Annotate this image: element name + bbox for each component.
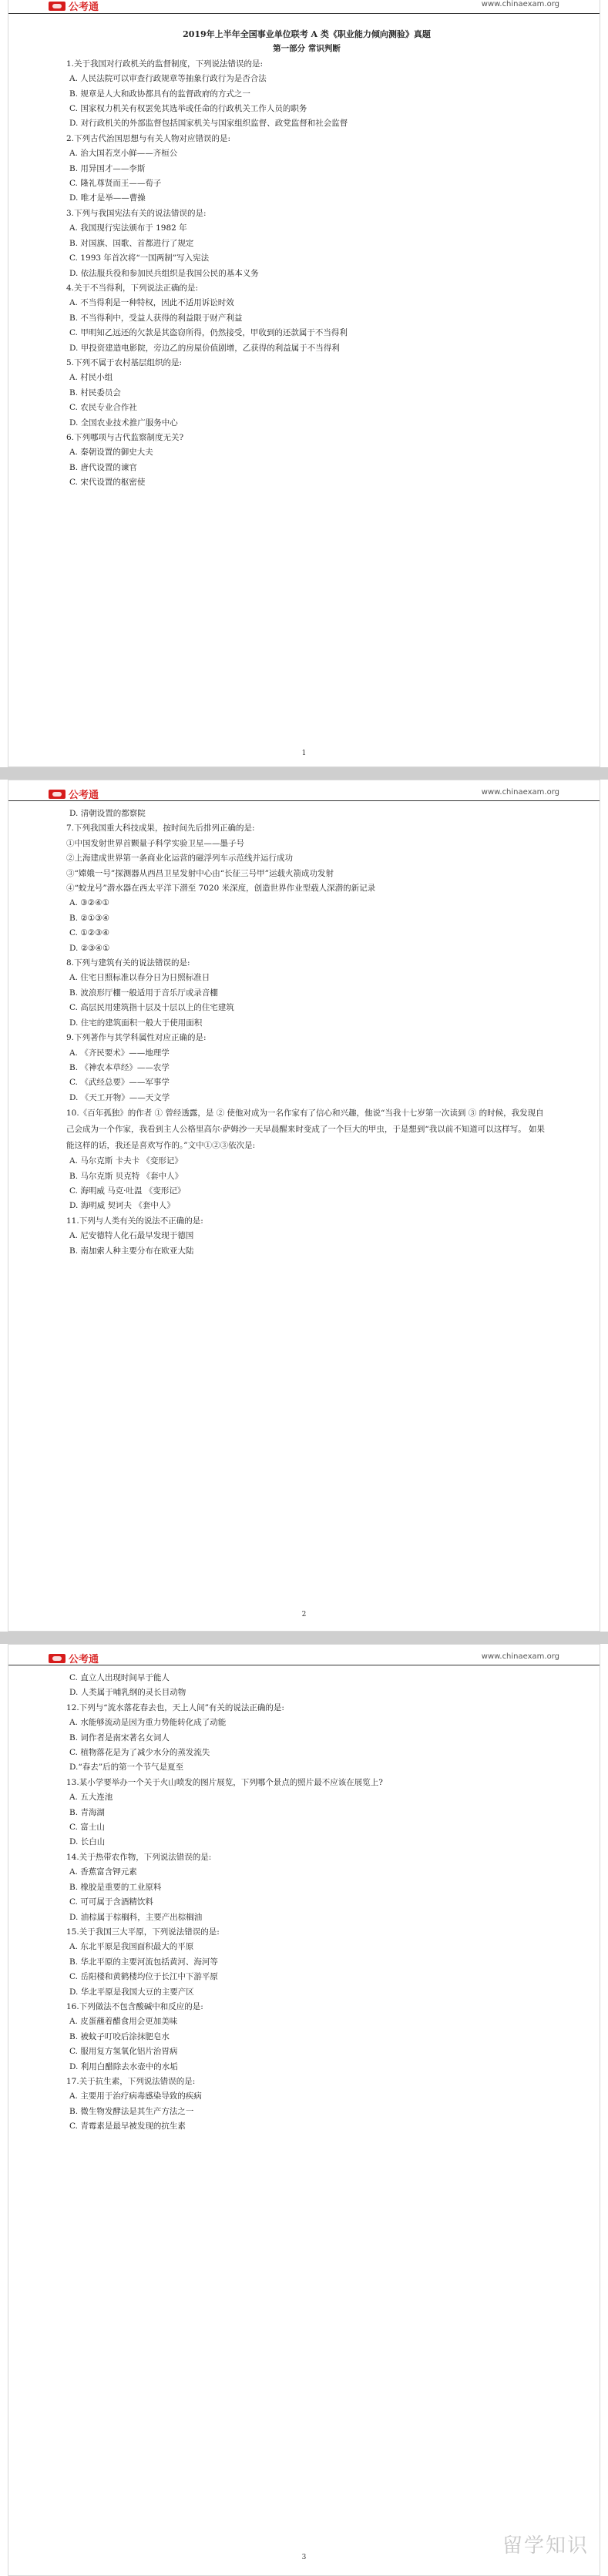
question-paragraph: 10.《百年孤独》的作者 ① 曾经透露，是 ② 使他对成为一名作家有了信心和兴趣，他说“当我十七岁第一次读到 ③ 的时候，我发现自己会成为一个作家，我看到主人公格里高尔·萨姆沙一天早晨醒来时变成了一个巨大的甲虫，于是想到“我以前不知道可以这样写。 如果能这样的话，我还是喜欢写作的。”文中①②③依次是: [66, 1109, 546, 1151]
answer-option: D. 全国农业技术推广服务中心 [69, 418, 178, 428]
question-line: ②上海建成世界第一条商业化运营的磁浮列车示范线并运行成功 [66, 854, 293, 864]
watermark-logo: 留学知识 [502, 2534, 589, 2558]
page-number: 1 [301, 750, 307, 757]
answer-option: A. 马尔克斯 卡夫卡 《变形记》 [69, 1156, 183, 1166]
answer-option: D. 海明威 契诃夫 《套中人》 [69, 1201, 175, 1211]
answer-option: B. 唐代设置的谏官 [69, 462, 137, 472]
answer-option: A. 主要用于治疗病毒感染导致的疾病 [69, 2091, 202, 2101]
page-body [66, 807, 547, 1259]
answer-option: D. 依法服兵役和参加民兵组织是我国公民的基本义务 [69, 268, 259, 278]
question-line: 3.下列与我国宪法有关的说法错误的是: [66, 208, 207, 218]
answer-option: A. 村民小组 [69, 373, 113, 383]
question-line: 15.关于我国三大平原，下列说法错误的是: [66, 1927, 220, 1937]
question-line: 2.下列古代治国思想与有关人物对应错误的是: [66, 133, 231, 143]
answer-option: D. 《天工开物》——天文学 [69, 1092, 170, 1102]
answer-option: A. ③②④① [69, 898, 109, 908]
question-line: 5.下列不属于农村基层组织的是: [66, 357, 183, 367]
answer-option: C. ①②③④ [69, 928, 109, 938]
answer-option: B. 华北平原的主要河流包括黄河、海河等 [69, 1957, 218, 1967]
answer-option: B. 橡胶是重要的工业原料 [69, 1882, 162, 1892]
answer-option: D. 住宅的建筑面积一般大于使用面积 [69, 1018, 203, 1028]
answer-option: D. 清朝设置的都察院 [69, 809, 146, 818]
question-line: 9.下列著作与其学科属性对应正确的是: [66, 1033, 207, 1043]
answer-option: A. 皮蛋蘸着醋食用会更加美味 [69, 2017, 178, 2027]
answer-option: B. 用异国才——李斯 [69, 163, 146, 173]
question-line: 7.下列我国重大科技成果，按时间先后排列正确的是: [66, 823, 255, 834]
page-separator [0, 767, 608, 780]
answer-option: A. 住宅日照标准以春分日为日照标准日 [69, 973, 210, 983]
answer-option: A. 秦朝设置的御史大夫 [69, 448, 153, 458]
logo-text: 公考通 [69, 2, 99, 13]
answer-option: A. 香蕉富含钾元素 [69, 1867, 137, 1877]
question-line: 11.下列与人类有关的说法不正确的是: [66, 1216, 203, 1226]
answer-option: A. 尼安德特人化石最早发现于德国 [69, 1231, 194, 1241]
question-line: 13.某小学要举办一个关于火山喷发的图片展览，下列哪个景点的照片最不应该在展览上? [66, 1777, 383, 1787]
answer-option: C. 富士山 [69, 1823, 105, 1833]
answer-option: B. ②①③④ [69, 913, 110, 923]
question-line: 14.关于热带农作物，下列说法错误的是: [66, 1852, 212, 1862]
answer-option: B. 被蚊子叮咬后涂抹肥皂水 [69, 2031, 170, 2041]
page-body [66, 1671, 547, 2135]
answer-option: C. 国家权力机关有权罢免其选举或任命的行政机关工作人员的职务 [69, 104, 307, 114]
question-line: 12.下列与“流水落花春去也，天上人间”有关的说法正确的是: [66, 1702, 284, 1712]
document-page-3 [8, 1644, 600, 2576]
document-title: 2019年上半年全国事业单位联考 A 类《职业能力倾向测验》真题 [183, 29, 431, 39]
answer-option: B. 波浪形厅棚一般适用于音乐厅或录音棚 [69, 988, 218, 998]
answer-option: D. 长白山 [69, 1837, 106, 1847]
answer-option: C. 服用复方氢氧化铝片治胃病 [69, 2047, 178, 2057]
question-line: 8.下列与建筑有关的说法错误的是: [66, 958, 190, 968]
answer-option: B. 对国旗、国歌、首都进行了规定 [69, 238, 194, 248]
answer-option: D. 油棕属于棕榈科，主要产出棕榈油 [69, 1912, 203, 1922]
answer-option: C. 直立人出现时间早于能人 [69, 1673, 170, 1682]
site-url[interactable]: www.chinaexam.org [481, 1652, 559, 1661]
answer-option: C. 1993 年首次将“一国两制”写入宪法 [69, 253, 210, 263]
answer-option: B. 马尔克斯 贝克特 《套中人》 [69, 1171, 183, 1181]
answer-option: C. 宋代设置的枢密使 [69, 478, 146, 488]
answer-option: A. 东北平原是我国面积最大的平原 [69, 1942, 194, 1952]
answer-option: C. 甲明知乙远还的欠款是其盗窃所得，仍然接受，甲收到的还款属于不当得利 [69, 328, 348, 338]
answer-option: D. 人类属于哺乳纲的灵长目动物 [69, 1688, 186, 1698]
logo-mark-icon [49, 790, 66, 799]
question-line: 16.下列做法不包含酸碱中和反应的是: [66, 2001, 203, 2011]
page-header [8, 0, 600, 14]
answer-option: C. 《武经总要》——军事学 [69, 1078, 170, 1088]
logo-text: 公考通 [69, 790, 99, 801]
answer-option: B. 词作者是南宋著名女词人 [69, 1732, 170, 1742]
answer-option: A. 人民法院可以审查行政规章等抽象行政行为是否合法 [69, 74, 267, 84]
question-line: 1.关于我国对行政机关的监督制度，下列说法错误的是: [66, 59, 264, 69]
document-page-1 [8, 0, 600, 767]
brand-logo [49, 1651, 99, 1665]
answer-option: B. 微生物发酵法是其生产方法之一 [69, 2106, 194, 2116]
answer-option: D. 华北平原是我国大豆的主要产区 [69, 1987, 194, 1997]
answer-option: C. 青霉素是最早被发现的抗生素 [69, 2122, 186, 2132]
answer-option: D. ②③④① [69, 943, 110, 953]
answer-option: B. 村民委员会 [69, 387, 121, 397]
answer-option: A. 《齐民要术》——地理学 [69, 1048, 170, 1058]
answer-option: C. 可可属于含酒精饮料 [69, 1897, 153, 1907]
answer-option: A. 治大国若烹小鲜——齐桓公 [69, 149, 178, 159]
answer-option: B. 《神农本草经》——农学 [69, 1062, 170, 1072]
logo-mark-icon [49, 2, 66, 11]
answer-option: A. 我国现行宪法颁布于 1982 年 [69, 223, 187, 233]
answer-option: C. 农民专业合作社 [69, 403, 137, 413]
answer-option: A. 不当得利是一种特权，因此不适用诉讼时效 [69, 298, 234, 308]
answer-option: D. 利用白醋除去水壶中的水垢 [69, 2061, 178, 2071]
document-page-2 [8, 780, 600, 1632]
answer-option: B. 南加索人种主要分布在欧亚大陆 [69, 1246, 194, 1256]
question-line: ④“蛟龙号”潜水器在西太平洋下潜至 7020 米深度，创造世界作业型载人深潜的新记录 [66, 884, 376, 894]
answer-option: A. 五大连池 [69, 1793, 113, 1803]
answer-option: D. 对行政机关的外部监督包括国家机关与国家组织监督、政党监督和社会监督 [69, 119, 348, 129]
page-header [8, 780, 600, 801]
answer-option: B. 青海湖 [69, 1807, 105, 1817]
question-line: ①中国发射世界首颗量子科学实验卫星——墨子号 [66, 838, 244, 848]
page-number: 2 [301, 1611, 307, 1618]
section-heading: 第一部分 常识判断 [273, 44, 341, 54]
answer-option: B. 不当得利中，受益人获得的利益限于财产利益 [69, 313, 243, 323]
site-url[interactable]: www.chinaexam.org [481, 0, 559, 8]
question-line: ③“嫦娥一号”探测器从西昌卫星发射中心由“长征三号甲”运载火箭成功发射 [66, 868, 334, 878]
answer-option: C. 岳阳楼和黄鹤楼均位于长江中下游平原 [69, 1972, 218, 1982]
answer-option: C. 植物落花是为了减少水分的蒸发流失 [69, 1748, 210, 1758]
answer-option: C. 海明威 马克·吐温 《变形记》 [69, 1186, 186, 1196]
page-body [66, 27, 547, 491]
page-separator [0, 1632, 608, 1644]
answer-option: C. 隆礼尊贤而王——荀子 [69, 179, 162, 189]
brand-logo [49, 0, 99, 13]
answer-option: B. 规章是人大和政协都具有的监督政府的方式之一 [69, 89, 250, 99]
answer-option: A. 水能够流动是因为重力势能转化成了动能 [69, 1718, 227, 1728]
page-header [8, 1645, 600, 1665]
answer-option: D. 甲投资建造电影院，旁边乙的房屋价值剧增，乙获得的利益属于不当得利 [69, 343, 340, 353]
question-line: 6.下列哪项与古代监察制度无关? [66, 432, 184, 442]
brand-logo [49, 787, 99, 801]
answer-option: D. 唯才是举——曹操 [69, 193, 146, 203]
page-number: 3 [301, 2554, 307, 2561]
logo-text: 公考通 [69, 1654, 99, 1665]
answer-option: D.“春去”后的第一个节气是夏至 [69, 1763, 184, 1773]
answer-option: C. 高层民用建筑指十层及十层以上的住宅建筑 [69, 1003, 234, 1013]
site-url[interactable]: www.chinaexam.org [481, 788, 559, 797]
question-line: 4.关于不当得利，下列说法正确的是: [66, 283, 199, 293]
logo-mark-icon [49, 1654, 66, 1663]
question-line: 17.关于抗生素，下列说法错误的是: [66, 2076, 196, 2086]
